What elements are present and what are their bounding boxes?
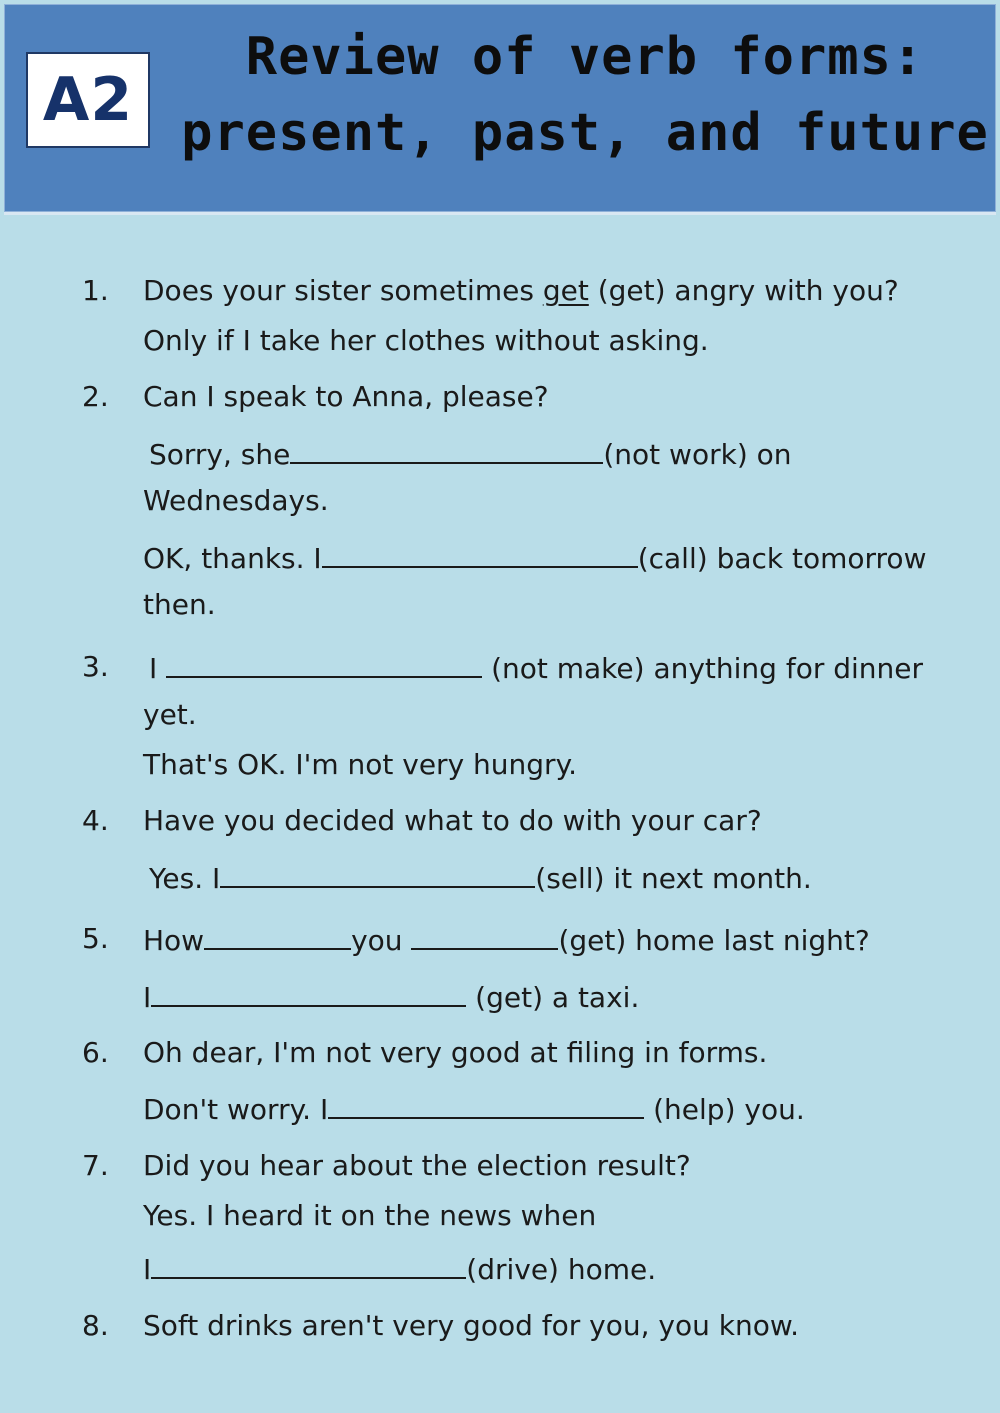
question-number: 7. xyxy=(82,1149,109,1182)
answer-blank[interactable] xyxy=(220,860,535,888)
question-2-prompt: Can I speak to Anna, please? xyxy=(143,380,549,413)
example-answer: get xyxy=(542,274,589,307)
answer-blank[interactable] xyxy=(166,650,482,678)
question-number: 4. xyxy=(82,804,109,837)
worksheet-title xyxy=(180,19,990,171)
question-3-reply: That's OK. I'm not very hungry. xyxy=(143,748,578,781)
question-7-reply: Yes. I heard it on the news when xyxy=(143,1199,597,1232)
question-3-prompt: I (not make) anything for dinner xyxy=(149,652,924,685)
question-2-reply: Sorry, she (not work) on xyxy=(149,438,792,471)
question-2-followup: OK, thanks. I (call) back tomorrow xyxy=(143,542,927,575)
question-6-prompt: Oh dear, I'm not very good at filing in forms. xyxy=(143,1036,768,1069)
question-number: 8. xyxy=(82,1309,109,1342)
question-number: 1. xyxy=(82,274,109,307)
question-number: 6. xyxy=(82,1036,109,1069)
question-number: 5. xyxy=(82,922,109,955)
answer-blank[interactable] xyxy=(328,1091,644,1119)
question-number: 2. xyxy=(82,380,109,413)
title-line-1: Review of verb forms: xyxy=(245,27,925,87)
question-4-prompt: Have you decided what to do with your car? xyxy=(143,804,762,837)
question-7-reply-cont: I (drive) home. xyxy=(143,1253,657,1286)
question-1-reply: Only if I take her clothes without asking. xyxy=(143,324,709,357)
question-8-prompt: Soft drinks aren't very good for you, you know. xyxy=(143,1309,800,1342)
answer-blank[interactable] xyxy=(151,1251,466,1279)
title-line-2: present, past, and future xyxy=(181,103,989,163)
question-1-prompt: Does your sister sometimes get (get) angry with you? xyxy=(143,274,899,307)
question-7-prompt: Did you hear about the election result? xyxy=(143,1149,691,1182)
question-number: 3. xyxy=(82,650,109,683)
question-2-followup-cont: then. xyxy=(143,588,216,621)
question-3-prompt-cont: yet. xyxy=(143,698,197,731)
answer-blank[interactable] xyxy=(322,540,638,568)
question-4-reply: Yes. I (sell) it next month. xyxy=(149,862,812,895)
question-5-prompt: How you (get) home last night? xyxy=(143,924,870,957)
answer-blank[interactable] xyxy=(204,922,351,950)
question-6-reply: Don't worry. I (help) you. xyxy=(143,1093,805,1126)
answer-blank[interactable] xyxy=(151,979,466,1007)
worksheet-header xyxy=(4,4,996,212)
answer-blank[interactable] xyxy=(411,922,558,950)
question-5-reply: I (get) a taxi. xyxy=(143,981,640,1014)
answer-blank[interactable] xyxy=(290,436,603,464)
question-2-reply-cont: Wednesdays. xyxy=(143,484,329,517)
level-badge: A2 xyxy=(26,52,150,148)
